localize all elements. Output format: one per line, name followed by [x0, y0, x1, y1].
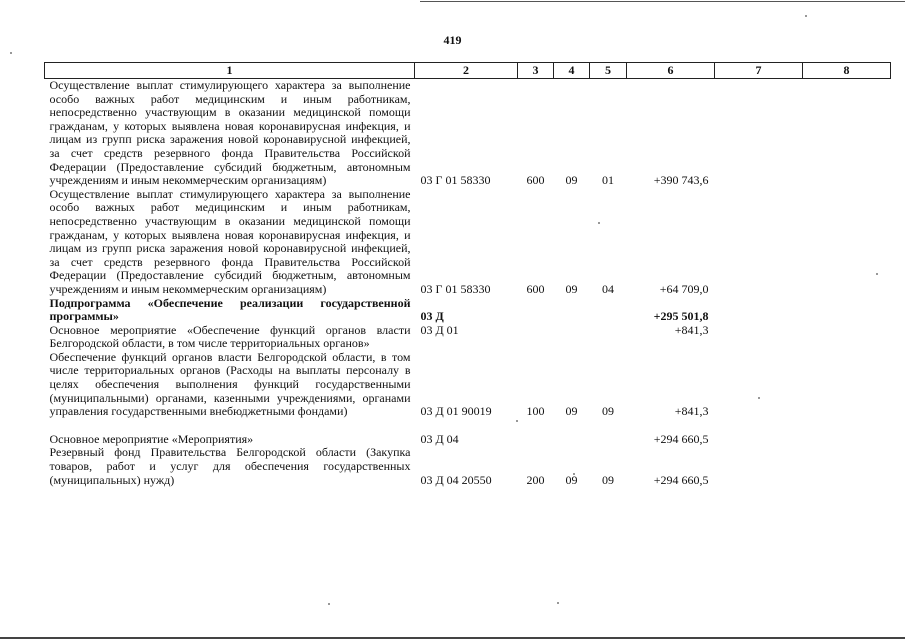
row-column-5: 01 [602, 173, 614, 188]
row-code: 03 Д 04 20550 [420, 472, 492, 487]
row-column-8 [803, 79, 891, 188]
table-row [45, 433, 891, 447]
row-column-4 [554, 297, 590, 324]
column-header: 2 [415, 63, 518, 79]
row-column-5 [590, 324, 627, 351]
row-column-7 [715, 433, 803, 447]
spacer-cell [45, 419, 891, 433]
row-column-7 [715, 79, 803, 188]
row-column-5 [590, 297, 627, 324]
row-column-4: 09 [565, 404, 578, 419]
column-header: 6 [627, 63, 715, 79]
column-header: 8 [803, 63, 891, 79]
table-row [45, 79, 891, 188]
row-code: 03 Д 04 [420, 431, 459, 446]
table-row [45, 188, 891, 297]
row-column-8 [803, 446, 891, 487]
row-column-5: 09 [602, 404, 614, 419]
column-header: 3 [518, 63, 554, 79]
row-code: 03 Д 01 90019 [420, 404, 492, 419]
row-column-5 [590, 433, 627, 447]
row-column-7 [715, 446, 803, 487]
column-header: 1 [45, 63, 415, 79]
row-description: Резервный фонд Правительства Белгородской области (Закупка товаров, работ и услуг для обеспечения государственных (муниципальных) нужд) [49, 445, 411, 487]
table-row [45, 446, 891, 487]
row-column-4 [554, 433, 590, 447]
row-code: 03 Д [420, 309, 444, 324]
row-description: Основное мероприятие «Обеспечение функций органов власти Белгородской области, в том числе территориальных органов» [49, 322, 411, 351]
row-column-5: 09 [602, 472, 614, 487]
scan-speck [328, 603, 330, 605]
row-column-8 [803, 297, 891, 324]
row-description: Осуществление выплат стимулирующего характера за выполнение особо важных работ медицинским и иным работникам, непосредственно участвующим в оказании медицинской помощи гражданам, у которых выявлена новая коронавирусная инфекция, и лицам из групп риска заражения новой коронавирусной инфекцией, за счет средств резервного фонда Правительства Российской Федерации (Предоставление субсидий бюджетным, автономным учреждениям и иным некоммерческим организациям) [49, 186, 411, 296]
column-header: 7 [715, 63, 803, 79]
row-code: 03 Г 01 58330 [420, 173, 491, 188]
row-description: Основное мероприятие «Мероприятия» [49, 431, 254, 446]
column-header: 5 [590, 63, 627, 79]
row-amount: +294 660,5 [653, 431, 709, 446]
table-row-subprogram [45, 297, 891, 324]
row-column-4: 09 [565, 281, 578, 296]
row-column-7 [715, 297, 803, 324]
row-column-8 [803, 188, 891, 297]
row-description: Подпрограмма «Обеспечение реализации государственной программы» [49, 295, 411, 324]
column-header-row [45, 63, 891, 79]
row-code: 03 Г 01 58330 [420, 281, 491, 296]
table-row [45, 351, 891, 419]
row-column-7 [715, 351, 803, 419]
row-column-5: 04 [602, 281, 614, 296]
row-amount: +841,3 [674, 322, 709, 337]
row-column-7 [715, 188, 803, 297]
row-description: Осуществление выплат стимулирующего характера за выполнение особо важных работ медицинским и иным работникам, непосредственно участвующим в оказании медицинской помощи гражданам, у которых выявлена новая коронавирусная инфекция, и лицам из групп риска заражения новой коронавирусной инфекцией, за счет средств резервного фонда Правительства Российской Федерации (Предоставление субсидий бюджетным, автономным учреждениям и иным некоммерческим организациям) [49, 78, 411, 188]
row-description: Обеспечение функций органов власти Белгородской области, в том числе территориальных органов (Расходы на выплаты персоналу в целях обеспечения выполнения функций государственными (муниципальными) органами, казенными учреждениями, органами управления государственными внебюджетными фондами) [49, 349, 411, 419]
row-column-3: 100 [526, 404, 545, 419]
scan-edge-bottom [0, 637, 905, 639]
row-column-3: 600 [526, 173, 545, 188]
row-column-7 [715, 324, 803, 351]
row-amount: +390 743,6 [653, 173, 709, 188]
scan-speck [805, 15, 807, 17]
row-column-3: 600 [526, 281, 545, 296]
row-column-8 [803, 433, 891, 447]
row-column-4: 09 [565, 173, 578, 188]
row-amount: +64 709,0 [659, 281, 709, 296]
row-column-3: 200 [526, 472, 545, 487]
table-row [45, 324, 891, 351]
row-column-3 [518, 324, 554, 351]
row-amount: +295 501,8 [653, 309, 709, 324]
scan-speck [557, 602, 559, 604]
row-amount: +294 660,5 [653, 472, 709, 487]
row-column-3 [518, 297, 554, 324]
row-column-4 [554, 324, 590, 351]
scan-speck [10, 52, 12, 54]
row-column-8 [803, 351, 891, 419]
budget-table [44, 62, 891, 487]
row-column-3 [518, 433, 554, 447]
row-column-4: 09 [565, 472, 578, 487]
row-spacer [45, 419, 891, 433]
row-code: 03 Д 01 [420, 322, 459, 337]
row-column-8 [803, 324, 891, 351]
column-header: 4 [554, 63, 590, 79]
page-number: 419 [443, 33, 462, 47]
row-amount: +841,3 [674, 404, 709, 419]
scan-edge-top [420, 1, 905, 2]
